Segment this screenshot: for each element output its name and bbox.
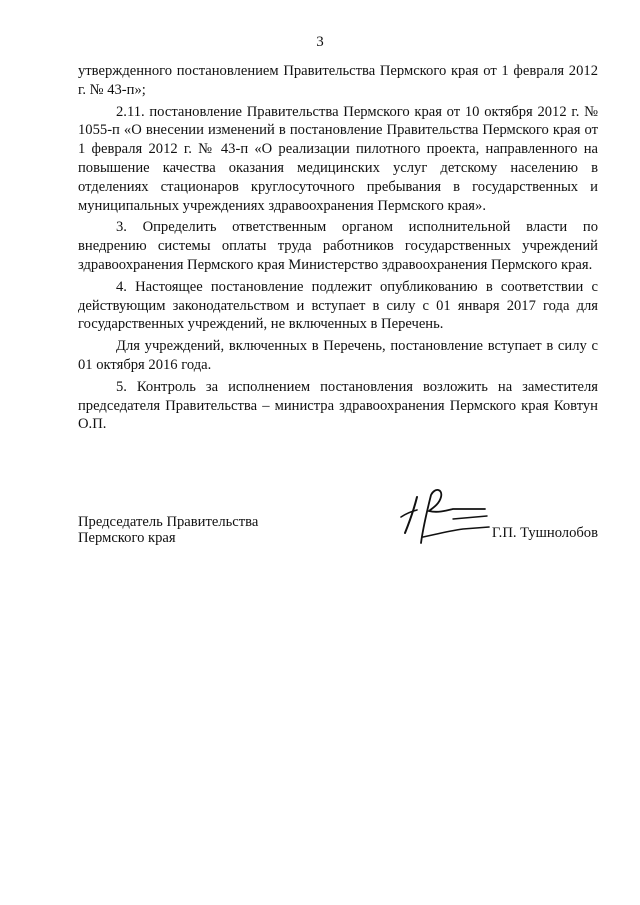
paragraph-4: 4. Настоящее постановление подлежит опубликованию в соответствии с действующим законодательством и вступает в силу с 01 января 2017 года для государственных учреждений, не включенных в Перечень. — [78, 278, 598, 333]
signer-title-line-2: Пермского края — [78, 530, 176, 546]
signer-title-line-1: Председатель Правительства — [78, 514, 259, 530]
page-number: 3 — [316, 34, 324, 50]
paragraph-continuation: утвержденного постановлением Правительства Пермского края от 1 февраля 2012 г. № 43-п»; — [78, 63, 598, 98]
signer-title — [78, 514, 258, 546]
handwritten-signature — [393, 483, 493, 553]
paragraph-3: 3. Определить ответственным органом исполнительной власти по внедрению системы оплаты труда работников государственных учреждений здравоохранения Пермского края Министерство здравоохранения Пермского края. — [78, 219, 598, 273]
paragraph-4-note: Для учреждений, включенных в Перечень, постановление вступает в силу с 01 октября 2016 года. — [78, 338, 598, 373]
signer-name: Г.П. Тушнолобов — [491, 525, 598, 541]
signature-block — [78, 511, 598, 581]
paragraph-5: 5. Контроль за исполнением постановления возложить на заместителя председателя Правительства – министра здравоохранения Пермского края Ковтун О.П. — [78, 378, 598, 433]
document-body — [78, 62, 598, 437]
paragraph-2-11: 2.11. постановление Правительства Пермского края от 10 октября 2012 г. № 1055-п «О внесении изменений в постановление Правительства Пермского края от 1 февраля 2012 г. № 43-п «О реализации пилотного проекта, направленного на повышение качества оказания медицинских услуг детскому населению в отделениях стационаров круглосуточного пребывания в государственных и муниципальных учреждениях здравоохранения Пермского края». — [78, 103, 598, 214]
